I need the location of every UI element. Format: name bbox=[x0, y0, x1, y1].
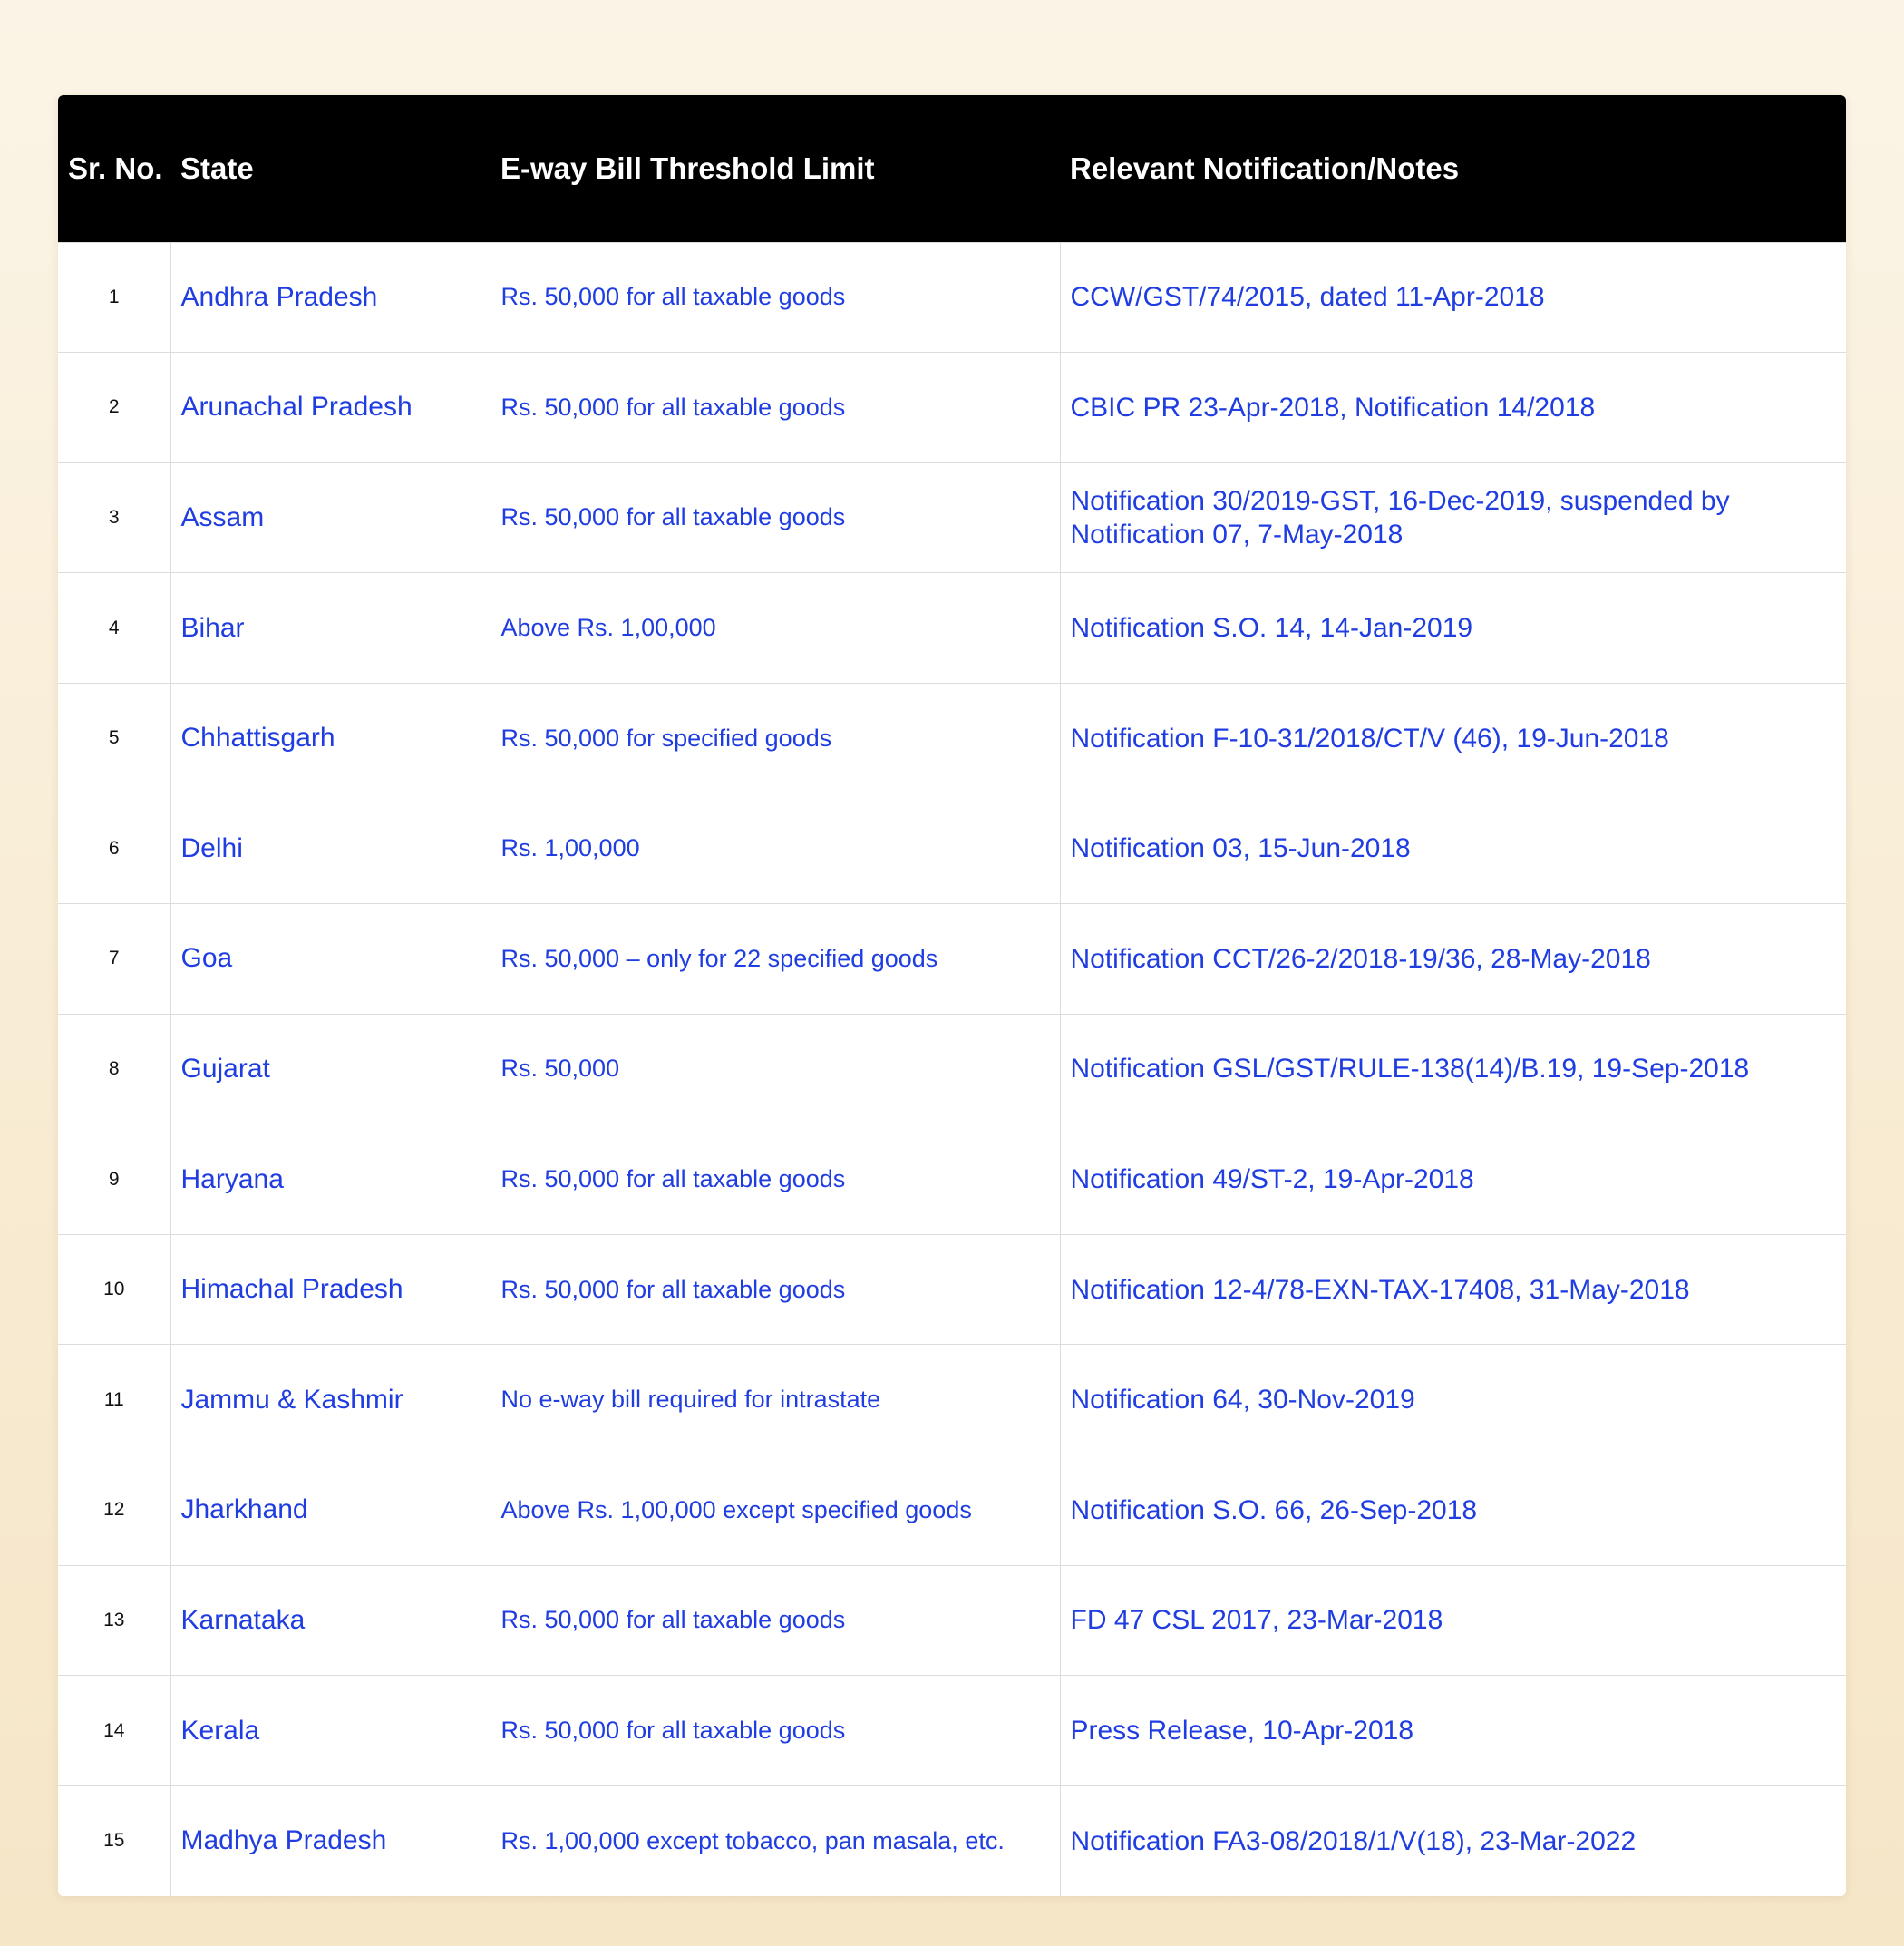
cell-threshold-limit: Rs. 50,000 for all taxable goods bbox=[491, 1234, 1060, 1345]
cell-state: Bihar bbox=[170, 573, 491, 684]
header-state: State bbox=[180, 151, 254, 185]
cell-threshold-limit: Rs. 50,000 for all taxable goods bbox=[491, 1124, 1060, 1235]
cell-notification-notes: Press Release, 10-Apr-2018 bbox=[1060, 1676, 1846, 1786]
cell-state: Chhattisgarh bbox=[170, 683, 491, 793]
cell-threshold-limit: Rs. 50,000 for all taxable goods bbox=[491, 462, 1060, 573]
table-row bbox=[58, 242, 1846, 353]
cell-state: Andhra Pradesh bbox=[170, 242, 491, 353]
cell-notification-notes: Notification 49/ST-2, 19-Apr-2018 bbox=[1060, 1124, 1846, 1235]
cell-threshold-limit: Rs. 50,000 for all taxable goods bbox=[491, 1565, 1060, 1676]
cell-notification-notes: Notification F-10-31/2018/CT/V (46), 19-Jun-2018 bbox=[1060, 683, 1846, 793]
header-threshold-limit: E-way Bill Threshold Limit bbox=[500, 151, 875, 185]
cell-notification-notes: CBIC PR 23-Apr-2018, Notification 14/2018 bbox=[1060, 353, 1846, 463]
cell-state: Kerala bbox=[170, 1676, 491, 1786]
cell-state: Assam bbox=[170, 462, 491, 573]
eway-threshold-table bbox=[58, 95, 1846, 1896]
cell-sr-no: 1 bbox=[108, 286, 120, 307]
table-row bbox=[58, 573, 1846, 684]
cell-threshold-limit: Rs. 50,000 – only for 22 specified goods bbox=[491, 904, 1060, 1015]
header-row bbox=[58, 95, 1846, 242]
cell-sr-no: 2 bbox=[108, 396, 120, 418]
cell-sr-no: 13 bbox=[103, 1609, 125, 1630]
cell-state: Madhya Pradesh bbox=[170, 1785, 491, 1896]
cell-sr-no: 11 bbox=[103, 1388, 124, 1410]
cell-notification-notes: Notification 03, 15-Jun-2018 bbox=[1060, 793, 1846, 904]
cell-sr-no: 5 bbox=[108, 727, 120, 749]
table-row bbox=[58, 1455, 1846, 1566]
cell-notification-notes: Notification S.O. 66, 26-Sep-2018 bbox=[1060, 1455, 1846, 1566]
table-body bbox=[58, 242, 1846, 1896]
table-row bbox=[58, 462, 1846, 573]
cell-state: Jharkhand bbox=[170, 1455, 491, 1566]
cell-threshold-limit: No e-way bill required for intrastate bbox=[491, 1345, 1060, 1455]
table-row bbox=[58, 683, 1846, 793]
cell-sr-no: 15 bbox=[103, 1830, 125, 1852]
table-row bbox=[58, 353, 1846, 463]
table-row bbox=[58, 904, 1846, 1015]
table-row bbox=[58, 1234, 1846, 1345]
cell-notification-notes: Notification 12-4/78-EXN-TAX-17408, 31-May-2018 bbox=[1060, 1234, 1846, 1345]
cell-notification-notes: Notification GSL/GST/RULE-138(14)/B.19, 19-Sep-2018 bbox=[1060, 1014, 1846, 1124]
cell-threshold-limit: Rs. 50,000 for all taxable goods bbox=[491, 1676, 1060, 1786]
cell-sr-no: 10 bbox=[103, 1279, 125, 1300]
cell-state: Jammu & Kashmir bbox=[170, 1345, 491, 1455]
table-row bbox=[58, 1345, 1846, 1455]
cell-state: Delhi bbox=[170, 793, 491, 904]
table-row bbox=[58, 1676, 1846, 1786]
cell-notification-notes: FD 47 CSL 2017, 23-Mar-2018 bbox=[1060, 1565, 1846, 1676]
cell-threshold-limit: Rs. 50,000 for specified goods bbox=[491, 683, 1060, 793]
cell-notification-notes: Notification S.O. 14, 14-Jan-2019 bbox=[1060, 573, 1846, 684]
table-row bbox=[58, 1785, 1846, 1896]
cell-state: Goa bbox=[170, 904, 491, 1015]
cell-sr-no: 3 bbox=[108, 506, 120, 528]
eway-threshold-table-card bbox=[58, 95, 1846, 1896]
cell-threshold-limit: Above Rs. 1,00,000 bbox=[491, 573, 1060, 684]
table-row bbox=[58, 1124, 1846, 1235]
cell-notification-notes: Notification 64, 30-Nov-2019 bbox=[1060, 1345, 1846, 1455]
table-row bbox=[58, 793, 1846, 904]
cell-state: Arunachal Pradesh bbox=[170, 353, 491, 463]
header-notification-notes: Relevant Notification/Notes bbox=[1070, 151, 1460, 185]
cell-sr-no: 14 bbox=[103, 1719, 125, 1741]
cell-state: Gujarat bbox=[170, 1014, 491, 1124]
cell-state: Himachal Pradesh bbox=[170, 1234, 491, 1345]
cell-notification-notes: CCW/GST/74/2015, dated 11-Apr-2018 bbox=[1060, 242, 1846, 353]
cell-sr-no: 4 bbox=[108, 617, 120, 638]
header-sr-no: Sr. No. bbox=[68, 151, 163, 185]
cell-sr-no: 9 bbox=[108, 1168, 120, 1190]
cell-threshold-limit: Rs. 50,000 for all taxable goods bbox=[491, 353, 1060, 463]
cell-state: Karnataka bbox=[170, 1565, 491, 1676]
cell-threshold-limit: Above Rs. 1,00,000 except specified goods bbox=[491, 1455, 1060, 1566]
table-header bbox=[58, 95, 1846, 242]
cell-threshold-limit: Rs. 1,00,000 except tobacco, pan masala, etc. bbox=[491, 1785, 1060, 1896]
cell-notification-notes: Notification 30/2019-GST, 16-Dec-2019, suspended by Notification 07, 7-May-2018 bbox=[1060, 462, 1846, 573]
cell-sr-no: 6 bbox=[108, 837, 120, 859]
cell-notification-notes: Notification CCT/26-2/2018-19/36, 28-May-2018 bbox=[1060, 904, 1846, 1015]
cell-threshold-limit: Rs. 50,000 bbox=[491, 1014, 1060, 1124]
cell-sr-no: 12 bbox=[103, 1499, 125, 1521]
cell-sr-no: 8 bbox=[108, 1057, 120, 1079]
cell-threshold-limit: Rs. 1,00,000 bbox=[491, 793, 1060, 904]
table-row bbox=[58, 1565, 1846, 1676]
table-row bbox=[58, 1014, 1846, 1124]
cell-threshold-limit: Rs. 50,000 for all taxable goods bbox=[491, 242, 1060, 353]
cell-notification-notes: Notification FA3-08/2018/1/V(18), 23-Mar-2022 bbox=[1060, 1785, 1846, 1896]
cell-state: Haryana bbox=[170, 1124, 491, 1235]
cell-sr-no: 7 bbox=[108, 948, 120, 969]
